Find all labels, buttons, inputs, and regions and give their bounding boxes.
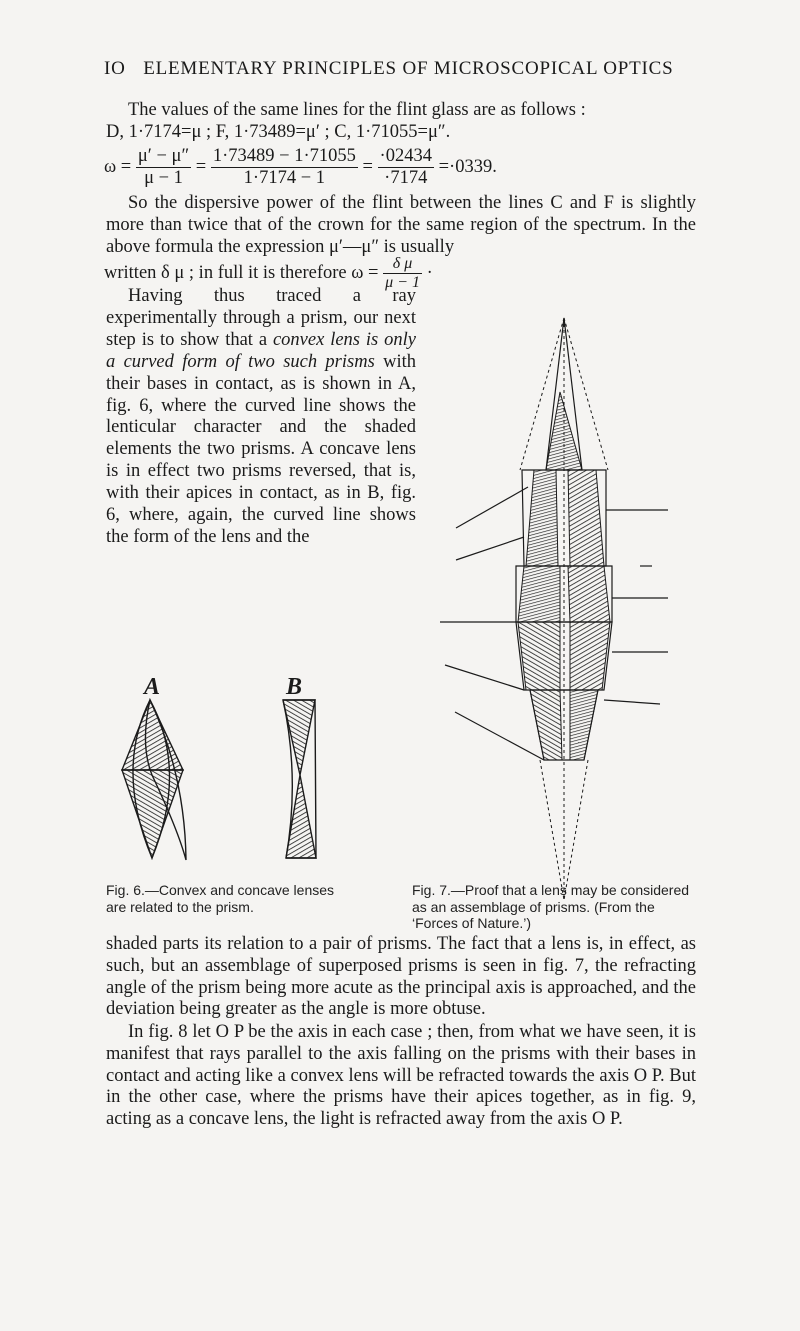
fraction-2-denominator: 1·7174 − 1: [211, 167, 358, 189]
formula-fraction-numerator: δ μ: [392, 255, 413, 272]
intro-line-2: D, 1·7174=μ ; F, 1·73489=μ′ ; C, 1·71055=μ″.: [106, 122, 451, 142]
figure-7-caption: Fig. 7.—Proof that a lens may be considered as an assemblage of prisms. (From the ‘Forces of Nature.’): [412, 882, 690, 931]
formula-tail: ·: [426, 262, 433, 283]
fraction-1-numerator: μ′ − μ″: [137, 146, 190, 166]
formula-line-text: written δ μ ; in full it is therefore ω =: [104, 262, 379, 283]
page-number: IO: [104, 58, 126, 79]
fraction-3-denominator: ·7174: [378, 167, 434, 189]
figure-7-lens-prism-assemblage: [440, 318, 668, 900]
paragraph-dispersive-power: So the dispersive power of the flint between the lines C and F is slightly more than twice that of the crown for the same region of the spectrum. In the above formula the expression μ′—μ″ is usually: [106, 193, 696, 257]
intro-line-1: The values of the same lines for the flint glass are as follows :: [128, 100, 586, 120]
paragraph-superposed-prisms: shaded parts its relation to a pair of prisms. The fact that a lens is, in effect, as such, but an assemblage of superposed prisms is seen in fig. 7, the refracting angle of the prism being more acute as the principal axis is approached, and the deviation being greater as the angle is more obtuse.: [106, 934, 696, 1020]
paragraph-figure-8: In fig. 8 let O P be the axis in each case ; then, from what we have seen, it is manifest that rays parallel to the axis falling on the prisms with their bases in contact and acting like a convex lens will be refracted towards the axis O P. But in the other case, where the prisms have their apices together, as in fig. 9, acting as a concave lens, the light is refracted away from the axis O P.: [106, 1022, 696, 1130]
lens-prisms-text-before: Having thus traced a ray experimentally through a prism, our next step is to show that a: [106, 286, 416, 350]
lens-prisms-text-after: with their bases in contact, as is shown in A, fig. 6, where the curved line shows the lenticular character and the shaded elements the two prisms. A concave lens is in effect two prisms reversed, that is, with their apices in contact, as in B, fig. 6, where, again, the curved line shows the form of the lens and the: [106, 351, 416, 547]
lens-prisms-italic: convex lens is only a curved form of two such prisms: [106, 329, 416, 372]
running-title: ELEMENTARY PRINCIPLES OF MICROSCOPICAL OPTICS: [143, 58, 674, 79]
equation-omega: ω =: [104, 156, 132, 177]
formula-fraction-denominator: μ − 1: [385, 274, 420, 291]
figure-6b-concave-lens: [283, 700, 316, 858]
equation-result: =·0339.: [438, 156, 497, 177]
figure-6a-convex-lens: [122, 700, 186, 860]
dispersive-power-equation: ω = $\frac{\mu' - \mu''}{\mu - 1}$ = $\frac{1\cdot 73489 - 1\cdot 71055}{1\cdot 7174 - 1}$ = $\frac{\cdot 02434}{\cdot 7174}$ =·0339.: [104, 146, 497, 188]
figure-6-label-b: B: [286, 674, 303, 700]
figure-6-caption: Fig. 6.—Convex and concave lenses are related to the prism.: [106, 882, 335, 915]
figure-6-label-a: A: [144, 674, 161, 700]
fraction-2-numerator: 1·73489 − 1·71055: [212, 146, 356, 166]
fraction-3-numerator: ·02434: [379, 146, 432, 166]
fraction-1-denominator: μ − 1: [136, 167, 191, 189]
